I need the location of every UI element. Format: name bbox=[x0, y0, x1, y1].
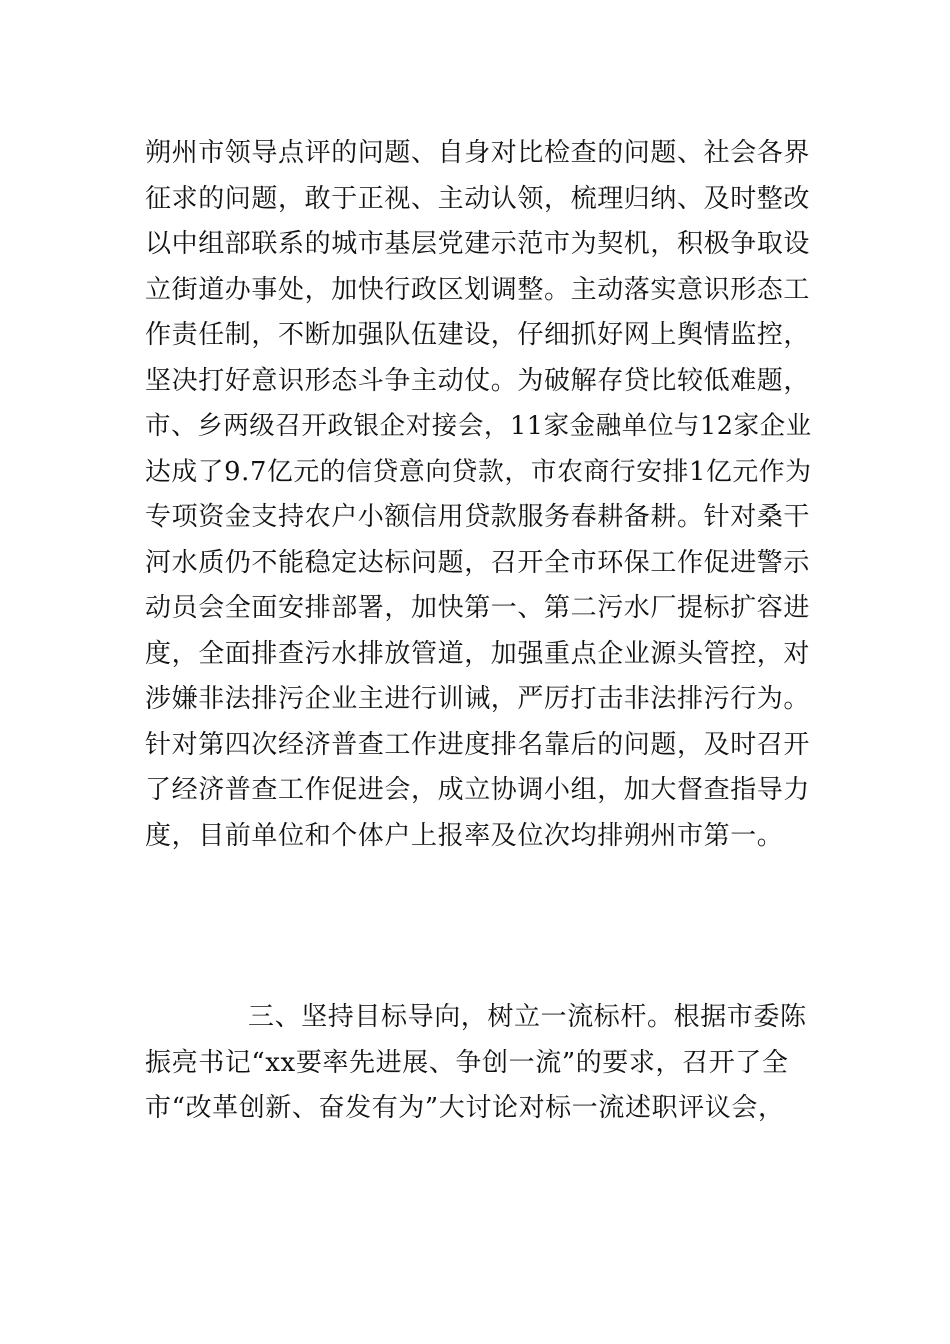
text-line: 朔州市领导点评的问题、自身对比检查的问题、社会各界 bbox=[145, 138, 811, 168]
text-line: 以中组部联系的城市基层党建示范市为契机，积极争取设 bbox=[145, 229, 811, 259]
text-line: 河水质仍不能稳定达标问题，召开全市环保工作促进警示 bbox=[145, 548, 811, 578]
text-line: 涉嫌非法排污企业主进行训诫，严厉打击非法排污行为。 bbox=[145, 684, 811, 714]
text-line: 达成了9.7亿元的信贷意向贷款，市农商行安排1亿元作为 bbox=[145, 457, 812, 487]
text-line: 市、乡两级召开政银企对接会，11家金融单位与12家企业 bbox=[145, 411, 812, 441]
text-line: 了经济普查工作促进会，成立协调小组，加大督查指导力 bbox=[145, 775, 811, 805]
text-line: 针对第四次经济普查工作进度排名靠后的问题，及时召开 bbox=[145, 730, 811, 760]
text-line: 度，目前单位和个体户上报率及位次均排朔州市第一。 bbox=[145, 821, 784, 851]
text-line: 作责任制，不断加强队伍建设，仔细抓好网上舆情监控， bbox=[145, 320, 811, 350]
text-line: 坚决打好意识形态斗争主动仗。为破解存贷比较低难题， bbox=[145, 366, 811, 396]
text-line: 度，全面排查污水排放管道，加强重点企业源头管控，对 bbox=[145, 639, 811, 669]
text-line: 动员会全面安排部署，加快第一、第二污水厂提标扩容进 bbox=[145, 593, 811, 623]
text-line: 市“改革创新、奋发有为”大讨论对标一流述职评议会， bbox=[145, 1093, 785, 1123]
text-line: 征求的问题，敢于正视、主动认领，梳理归纳、及时整改 bbox=[145, 184, 811, 214]
text-line: 专项资金支持农户小额信用贷款服务春耕备耕。针对桑干 bbox=[145, 502, 811, 532]
section-heading-line: 三、坚持目标导向，树立一流标杆。根据市委陈 bbox=[248, 1002, 807, 1032]
text-line: 振亮书记“xx要率先进展、争创一流”的要求，召开了全 bbox=[145, 1048, 789, 1078]
text-line: 立街道办事处，加快行政区划调整。主动落实意识形态工 bbox=[145, 275, 811, 305]
